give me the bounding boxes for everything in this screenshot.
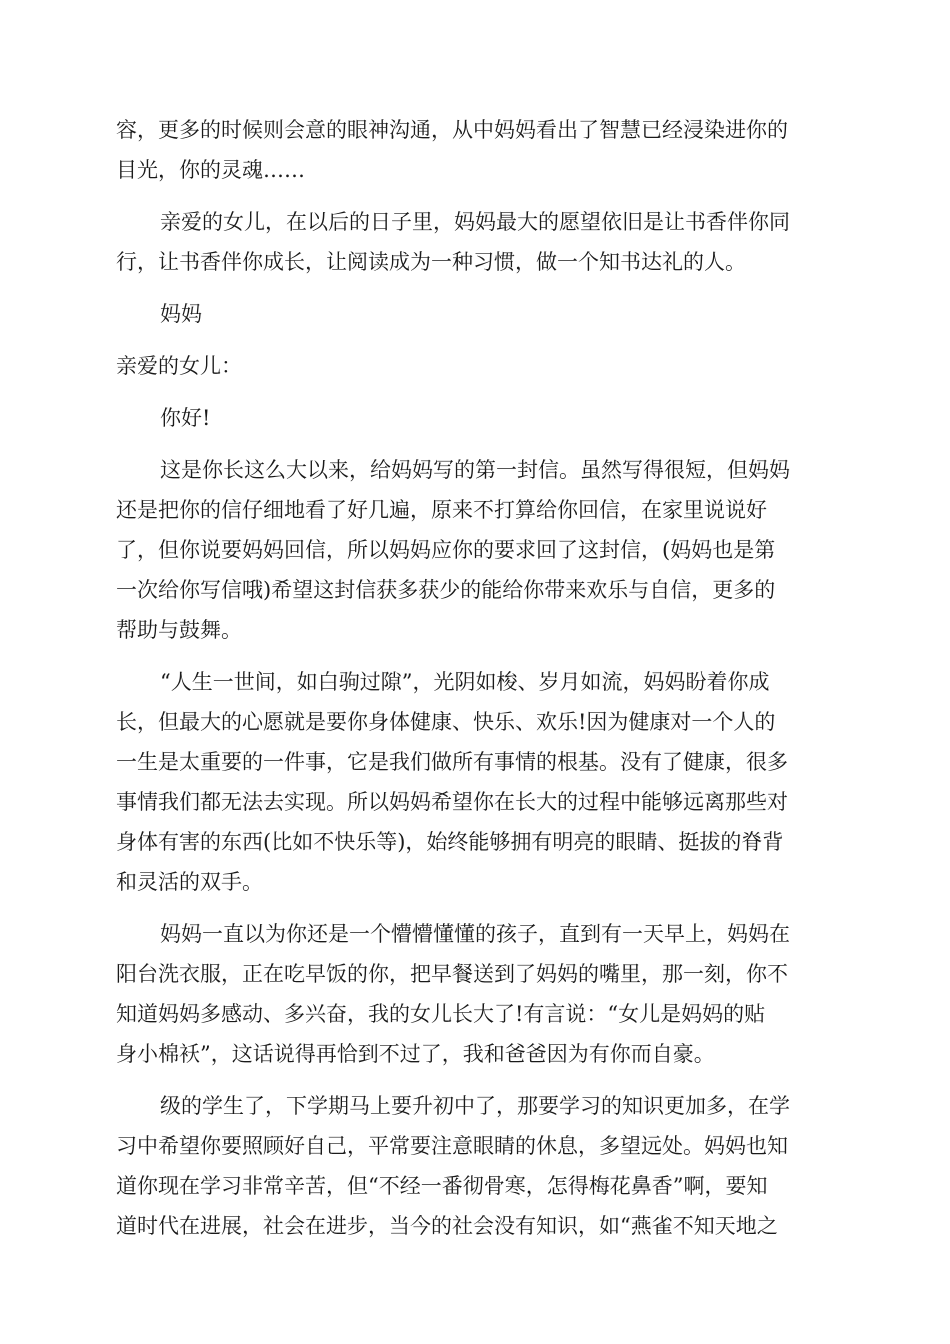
paragraph-gap [116,650,836,662]
text-line: 道时代在进展，社会在进步，当今的社会没有知识，如“燕雀不知天地之 [116,1214,778,1238]
paragraph-gap [116,438,836,450]
text-line: 了，但你说要妈妈回信，所以妈妈应你的要求回了这封信，(妈妈也是第 [116,538,776,562]
text-line: 身体有害的东西(比如不快乐等)，始终能够拥有明亮的眼睛、挺拔的脊背 [116,830,784,854]
text-line: 行，让书香伴你成长，让阅读成为一种习惯，做一个知书达礼的人。 [116,250,746,274]
document-body [116,110,836,1246]
text-line: 亲爱的女儿，在以后的日子里，妈妈最大的愿望依旧是让书香伴你同 [160,210,790,234]
text-line: 和灵活的双手。 [116,870,263,894]
paragraph-gap [116,902,836,914]
text-line: 妈妈一直以为你还是一个懵懵懂懂的孩子，直到有一天早上，妈妈在 [160,922,790,946]
text-line: 还是把你的信仔细地看了好几遍，原来不打算给你回信，在家里说说好 [116,498,767,522]
text-line: 身小棉袄”，这话说得再恰到不过了，我和爸爸因为有你而自豪。 [116,1042,715,1066]
text-line: 妈妈 [160,302,202,326]
paragraph-gap [116,334,836,346]
text-line: 这是你长这么大以来，给妈妈写的第一封信。虽然写得很短，但妈妈 [160,458,790,482]
text-line: 亲爱的女儿： [116,354,242,378]
text-line: 知道妈妈多感动、多兴奋，我的女儿长大了!有言说：“女儿是妈妈的贴 [116,1002,766,1026]
text-line: 一生是太重要的一件事，它是我们做所有事情的根基。没有了健康，很多 [116,750,788,774]
text-line: 目光，你的灵魂…… [116,158,305,182]
paragraph-gap [116,190,836,202]
paragraph-gap [116,282,836,294]
text-line: 阳台洗衣服，正在吃早饭的你，把早餐送到了妈妈的嘴里，那一刻，你不 [116,962,788,986]
paragraph-gap [116,386,836,398]
text-line: 一次给你写信哦)希望这封信获多获少的能给你带来欢乐与自信，更多的 [116,578,776,602]
text-line: 习中希望你要照顾好自己，平常要注意眼睛的休息，多望远处。妈妈也知 [116,1134,788,1158]
document-page [116,110,836,1246]
text-line: 你好! [160,406,211,430]
paragraph-gap [116,1074,836,1086]
text-line: 帮助与鼓舞。 [116,618,242,642]
text-line: 事情我们都无法去实现。所以妈妈希望你在长大的过程中能够远离那些对 [116,790,788,814]
text-line: “人生一世间，如白驹过隙”，光阴如梭、岁月如流，妈妈盼着你成 [160,670,770,694]
text-line: 道你现在学习非常辛苦，但“不经一番彻骨寒，怎得梅花鼻香”啊，要知 [116,1174,768,1198]
text-line: 长，但最大的心愿就是要你身体健康、快乐、欢乐!因为健康对一个人的 [116,710,776,734]
text-line: 容，更多的时候则会意的眼神沟通，从中妈妈看出了智慧已经浸染进你的 [116,118,788,142]
text-line: 级的学生了，下学期马上要升初中了，那要学习的知识更加多，在学 [160,1094,790,1118]
